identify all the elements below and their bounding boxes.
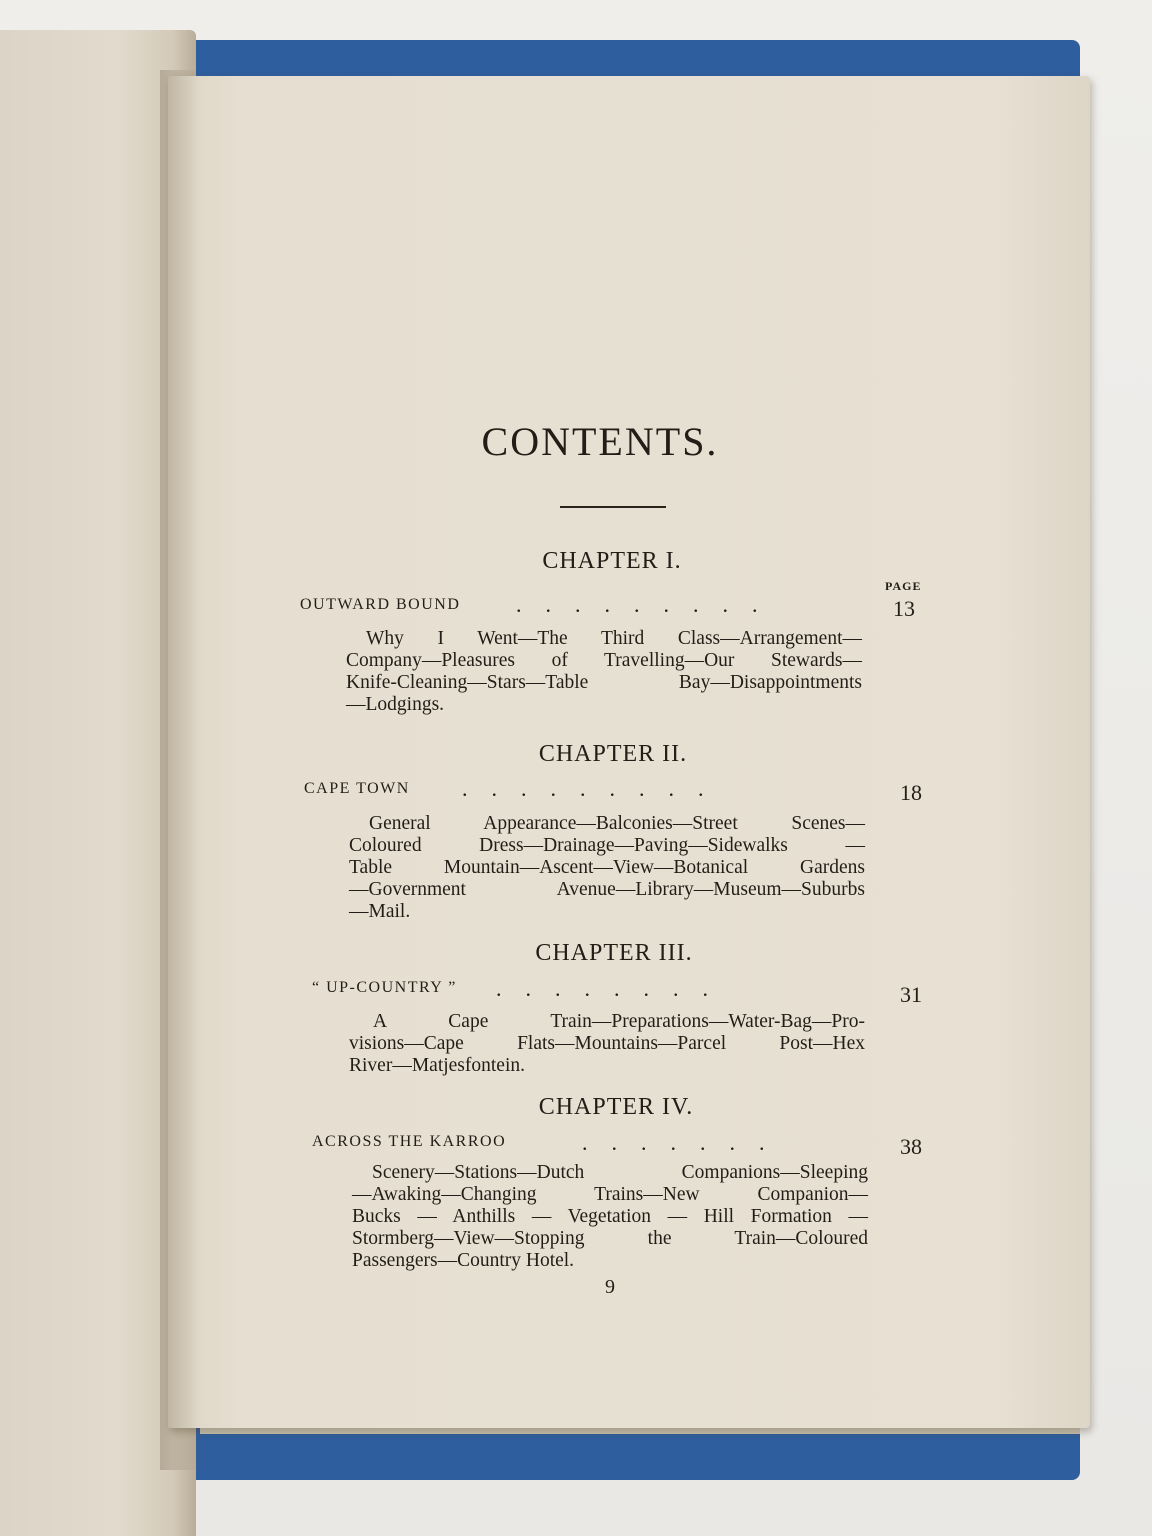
- summary-line: General Appearance—Balconies—Street Scenes—: [369, 813, 865, 834]
- summary-line: Bucks — Anthills — Vegetation — Hill Formation —: [352, 1206, 868, 1227]
- contents-title: CONTENTS.: [481, 419, 719, 464]
- page-folio: 9: [605, 1276, 615, 1298]
- page-number-3: 31: [900, 982, 922, 1007]
- dot-leader-4: .......: [582, 1130, 789, 1155]
- summary-line: Table Mountain—Ascent—View—Botanical Gardens: [349, 857, 865, 878]
- summary-line: Scenery—Stations—Dutch Companions—Sleeping: [372, 1162, 868, 1183]
- summary-line: Stormberg—View—Stopping the Train—Coloured: [352, 1228, 868, 1249]
- chapter-title-3: “ UP-COUNTRY ”: [312, 979, 457, 996]
- summary-line: Coloured Dress—Drainage—Paving—Sidewalks —: [349, 835, 865, 856]
- chapter-title-1: OUTWARD BOUND: [300, 596, 461, 613]
- dot-leader-2: .........: [462, 776, 728, 801]
- page-number-2: 18: [900, 780, 922, 805]
- chapter-summary-4: [352, 1162, 868, 1272]
- page-number-1: 13: [893, 596, 915, 621]
- summary-line: —Government Avenue—Library—Museum—Suburbs: [349, 879, 865, 900]
- chapter-summary-2: [349, 813, 865, 923]
- summary-line: visions—Cape Flats—Mountains—Parcel Post—Hex: [349, 1033, 865, 1054]
- page-number-4: 38: [900, 1134, 922, 1159]
- dot-leader-1: .........: [516, 592, 782, 617]
- page-column-label: PAGE: [885, 579, 922, 593]
- chapter-title-4: ACROSS THE KARROO: [312, 1133, 507, 1150]
- dot-leader-3: ........: [496, 976, 732, 1001]
- summary-line: Passengers—Country Hotel.: [352, 1250, 575, 1271]
- summary-line: —Mail.: [349, 901, 411, 922]
- summary-line: Why I Went—The Third Class—Arrangement—: [366, 628, 862, 649]
- summary-line: River—Matjesfontein.: [349, 1055, 526, 1076]
- chapter-heading-2: CHAPTER II.: [538, 741, 688, 767]
- summary-line: Company—Pleasures of Travelling—Our Stewards—: [346, 650, 862, 671]
- chapter-heading-4: CHAPTER IV.: [538, 1094, 694, 1120]
- gutter-shadow: [160, 70, 200, 1470]
- chapter-heading-3: CHAPTER III.: [535, 940, 693, 966]
- chapter-summary-1: [346, 628, 862, 716]
- chapter-heading-1: CHAPTER I.: [542, 548, 682, 574]
- title-rule: [560, 506, 666, 508]
- summary-line: —Lodgings.: [346, 694, 445, 715]
- chapter-summary-3: [349, 1011, 865, 1077]
- summary-line: —Awaking—Changing Trains—New Companion—: [352, 1184, 868, 1205]
- summary-line: Knife-Cleaning—Stars—Table Bay—Disappointments: [346, 672, 862, 693]
- summary-line: A Cape Train—Preparations—Water-Bag—Pro-: [373, 1011, 865, 1032]
- chapter-title-2: CAPE TOWN: [304, 780, 410, 797]
